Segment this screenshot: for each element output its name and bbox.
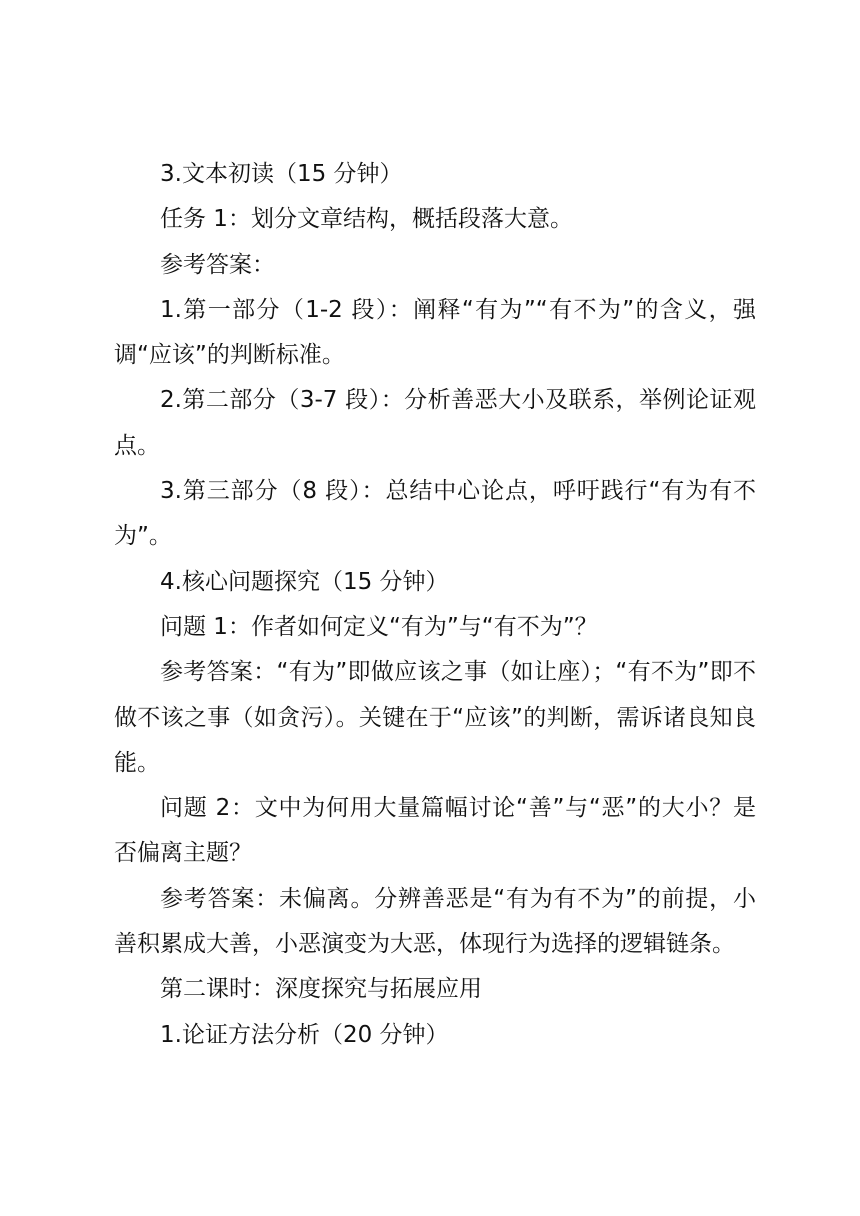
reference-answer-label: 参考答案： (160, 251, 275, 278)
task-1-text: 任务 1：划分文章结构，概括段落大意。 (160, 206, 573, 233)
second-lesson-heading: 第二课时：深度探究与拓展应用 (160, 976, 482, 1003)
question-1-answer: 参考答案：“有为”即做应该之事（如让座）；“有不为”即不做不该之事（如贪污）。关键在于“应该”的判断，需诉诸良知良能。 (114, 659, 756, 776)
question-1-text: 问题 1：作者如何定义“有为”与“有不为”？ (160, 613, 598, 640)
section-heading-argument-analysis: 1.论证方法分析（20 分钟） (160, 1021, 449, 1048)
document-body (114, 152, 756, 1058)
section-heading-core-questions: 4.核心问题探究（15 分钟） (160, 568, 449, 595)
part-2-summary: 2.第二部分（3-7 段）：分析善恶大小及联系，举例论证观点。 (114, 387, 756, 459)
part-3-summary: 3.第三部分（8 段）：总结中心论点，呼吁践行“有为有不为”。 (114, 478, 756, 550)
question-2-answer: 参考答案：未偏离。分辨善恶是“有为有不为”的前提，小善积累成大善，小恶演变为大恶，体现行为选择的逻辑链条。 (114, 885, 756, 958)
part-1-summary: 1.第一部分（1-2 段）：阐释“有为”“有不为”的含义，强调“应该”的判断标准。 (114, 296, 756, 369)
section-heading-text-reading: 3.文本初读（15 分钟） (160, 161, 403, 187)
question-2-text: 问题 2：文中为何用大量篇幅讨论“善”与“恶”的大小？是否偏离主题？ (114, 795, 756, 867)
